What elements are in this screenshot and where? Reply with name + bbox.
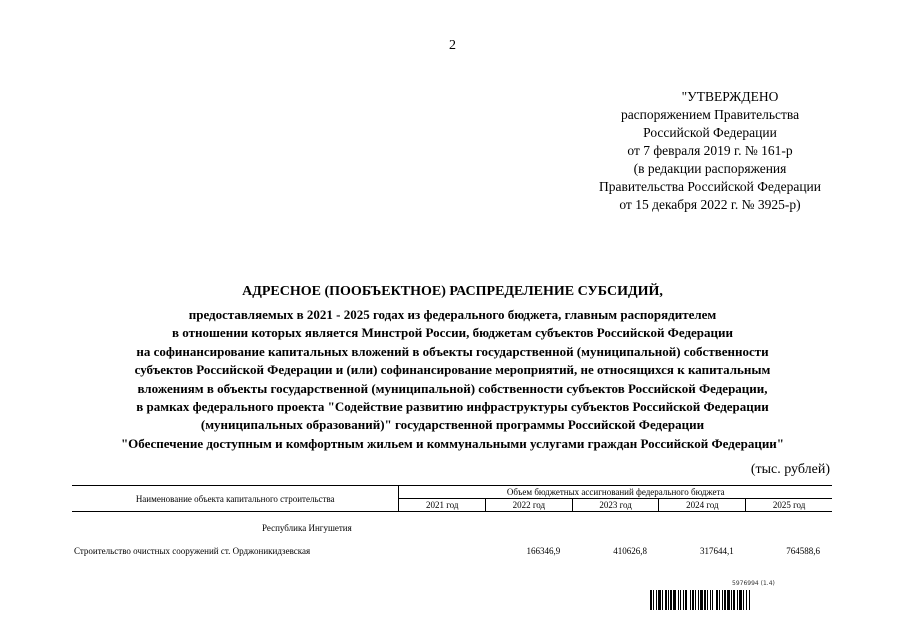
budget-table-container [72,485,832,558]
year-header: 2022 год [486,499,573,512]
year-header: 2024 год [659,499,746,512]
subtitle-line: (муниципальных образований)" государственной программы Российской Федерации [200,417,705,433]
subtitle-line: в рамках федерального проекта "Содействие развитию инфраструктуры субъектов Российской Федерации [136,399,769,415]
year-header: 2021 год [399,499,486,512]
value-cell [399,544,486,558]
object-name: Строительство очистных сооружений ст. Орджоникидзевская [74,546,311,556]
year-header: 2023 год [572,499,659,512]
barcode-image [650,590,832,610]
value-cell: 764588,6 [786,546,820,556]
document-title: АДРЕСНОЕ (ПООБЪЕКТНОЕ) РАСПРЕДЕЛЕНИЕ СУБСИДИЙ, [242,284,663,299]
subtitle-line: на софинансирование капитальных вложений в объекты государственной (муниципальной) собственности [136,343,769,359]
units-label: (тыс. рублей) [750,462,830,477]
approval-line: от 15 декабря 2022 г. № 3925-р) [619,197,801,212]
value-cell: 317644,1 [699,546,734,556]
year-header: 2025 год [746,499,832,512]
approval-line: от 7 февраля 2019 г. № 161-р [627,143,793,158]
subtitle-line: "Обеспечение доступным и комфортным жильем и коммунальными услугами граждан Российской Федерации" [120,435,785,451]
approval-line: Правительства Российской Федерации [599,179,821,194]
value-cell: 410626,8 [613,546,647,556]
subtitle-line: в отношении которых является Минстрой России, бюджетам субъектов Российской Федерации [171,325,733,341]
subtitle-line: предоставляемых в 2021 - 2025 годах из федерального бюджета, главным распорядителем [188,307,717,322]
region-name: Республика Ингушетия [262,523,352,533]
table-row [72,544,832,558]
budget-table [72,485,832,558]
approval-line: Российской Федерации [643,125,777,140]
approval-line: "УТВЕРЖДЕНО [681,89,779,104]
approval-line: (в редакции распоряжения [633,161,787,176]
budget-group-header: Объем бюджетных ассигнований федерального бюджета [399,486,832,499]
subtitle-line: субъектов Российской Федерации и (или) софинансирование мероприятий, не относящихся к капитальным [134,362,771,378]
subtitle-line: вложениям в объекты государственной (муниципальной) собственности субъектов Российской Федерации, [137,380,768,396]
approval-block [560,88,860,214]
value-cell: 166346,9 [526,546,561,556]
document-subtitle [60,306,845,453]
barcode-number: 5976994 (1.4) [732,580,775,587]
page-number: 2 [449,38,456,53]
name-column-header: Наименование объекта капитального строительства [72,486,399,512]
region-row [72,512,832,545]
approval-line: распоряжением Правительства [620,107,800,122]
